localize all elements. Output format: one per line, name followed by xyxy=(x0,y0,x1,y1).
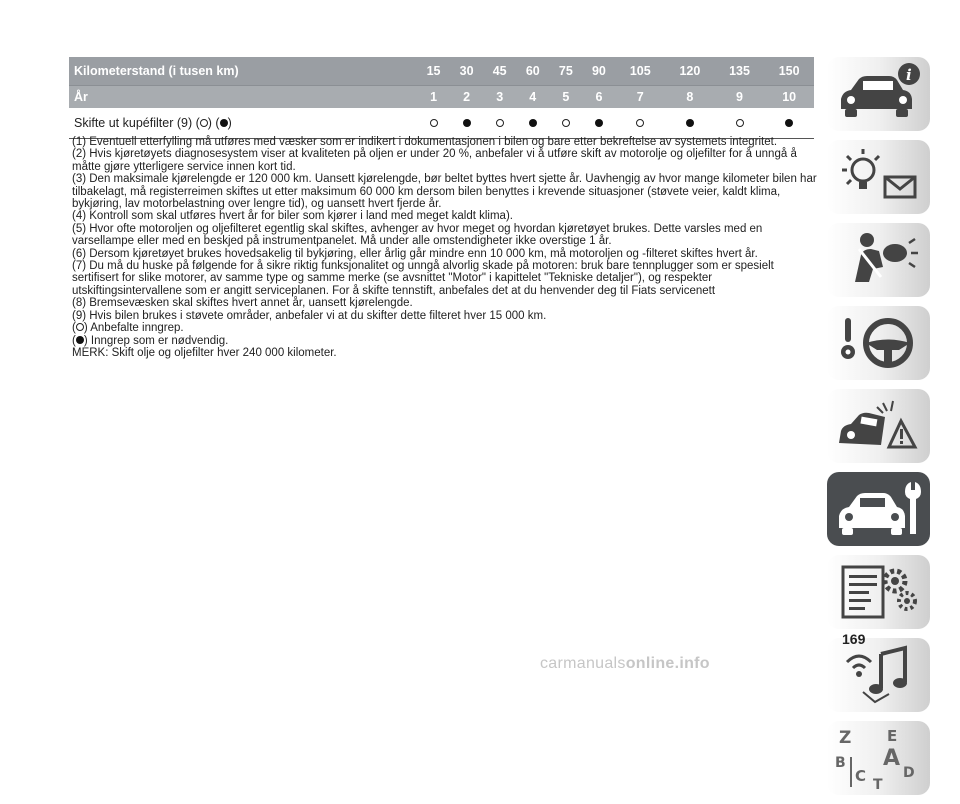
tab-maintenance[interactable] xyxy=(827,472,930,546)
tab-index[interactable] xyxy=(827,721,930,795)
footnote: (4) Kontroll som skal utføres hvert år for biler som kjører i land med meget kaldt klima). xyxy=(72,210,513,223)
index-letter: A xyxy=(883,746,901,771)
km-value: 135 xyxy=(715,57,765,85)
footnote: (7) Du må du huske på følgende for å sikre riktig funksjonalitet og unngå alvorlig skade på motoren: bruk bare tennplugger som er spesielt sertifisert for slike motorer, av samme type og samme merke (se avsnittet "Motor" i kapittelet "Tekniske detaljer"), og respekter utskiftingsintervallene som er angitt serviceplanen. For å skifte tennstift, anbefales det at du henvender deg til Fiats servicenett xyxy=(72,260,774,297)
car-wrench-icon xyxy=(833,476,924,542)
index-letter: D xyxy=(903,765,915,781)
year-value: 3 xyxy=(483,85,516,108)
filled-circle-icon xyxy=(785,119,793,127)
year-label: År xyxy=(69,85,417,108)
document-gears-icon xyxy=(833,559,924,625)
filter-mark-cell xyxy=(417,108,450,138)
filled-circle-icon xyxy=(595,119,603,127)
filled-circle-icon xyxy=(220,119,228,127)
filter-mark-cell xyxy=(665,108,715,138)
legend-open xyxy=(72,322,817,334)
km-value: 120 xyxy=(665,57,715,85)
legend-open-prefix: ( xyxy=(72,322,76,335)
km-value: 30 xyxy=(450,57,483,85)
page-number: 169 xyxy=(842,631,866,647)
steering-wheel-icon xyxy=(833,310,924,376)
chapter-sidebar xyxy=(827,57,930,804)
filter-mark-cell xyxy=(450,108,483,138)
filter-mark-cell xyxy=(516,108,549,138)
open-circle-icon xyxy=(430,119,438,127)
year-value: 5 xyxy=(549,85,582,108)
open-circle-icon xyxy=(76,323,84,331)
seatbelt-airbag-icon xyxy=(833,227,924,293)
year-value: 10 xyxy=(764,85,814,108)
km-value: 15 xyxy=(417,57,450,85)
tab-technical-data[interactable] xyxy=(827,555,930,629)
legend-full-text: ) Inngrep som er nødvendig. xyxy=(83,334,229,347)
filter-label-text: Skifte ut kupéfilter (9) ( xyxy=(74,115,200,130)
open-circle-icon xyxy=(496,119,504,127)
footnote: (8) Bremsevæsken skal skiftes hvert annet år, uansett kjørelengde. xyxy=(72,297,413,310)
filter-mark-cell xyxy=(715,108,765,138)
index-letter: E xyxy=(887,727,898,745)
filter-label-end: ) xyxy=(227,115,232,130)
km-value: 45 xyxy=(483,57,516,85)
filled-circle-icon xyxy=(686,119,694,127)
km-value: 60 xyxy=(516,57,549,85)
filled-circle-icon xyxy=(76,336,84,344)
footnotes xyxy=(72,136,817,359)
car-info-icon xyxy=(833,61,924,127)
km-row xyxy=(69,57,814,85)
index-letter: B xyxy=(835,755,846,771)
year-value: 1 xyxy=(417,85,450,108)
open-circle-icon xyxy=(636,119,644,127)
year-value: 2 xyxy=(450,85,483,108)
index-letter: T xyxy=(873,777,883,793)
km-value: 105 xyxy=(615,57,665,85)
footnote: (6) Dersom kjøretøyet brukes hovedsakelig til bykjøring, eller årlig går mindre enn 10 000 km, må motoroljen og -filteret skiftes hvert år. xyxy=(72,247,758,260)
footnote: (3) Den maksimale kjørelengde er 120 000 km. Uansett kjørelengde, bør beltet byttes hvert sjette år. Uavhengig av hvor mange kilometer bilen har tilbakelagt, må registerreimen skiftes ut etter maksimum 60 000 km dersom bilen benyttes i krevende situasjoner (støvete veier, kaldt klima, bykjøring, lav motorbelastning over lengre tid), og uansett hvert fjerde år. xyxy=(72,173,817,211)
multimedia-music-icon xyxy=(833,642,924,708)
watermark-part1: carmanuals xyxy=(540,655,626,672)
tab-starting-driving[interactable] xyxy=(827,306,930,380)
warning-light-icon xyxy=(833,144,924,210)
tab-multimedia[interactable] xyxy=(827,638,930,712)
svg-text:i: i xyxy=(906,66,912,84)
km-label: Kilometerstand (i tusen km) xyxy=(69,57,417,85)
legend-full xyxy=(72,335,817,347)
maintenance-table xyxy=(69,57,814,139)
footnote: (2) Hvis kjøretøyets diagnosesystem viser at kvaliteten på oljen er under 20 %, anbefaler vi å utføre skift av motorolje og oljefilter for å unngå å måtte gjøre ytterligere service innen kort tid. xyxy=(72,148,797,173)
filter-mark-cell xyxy=(582,108,615,138)
footnote: (1) Eventuell etterfylling må utføres med væsker som er indikert i dokumentasjonen i bilen og bare etter bekreftelse av systemets integritet. xyxy=(72,136,778,148)
filter-mark-cell xyxy=(764,108,814,138)
year-row xyxy=(69,85,814,108)
car-crash-icon xyxy=(833,393,924,459)
cabin-filter-row xyxy=(69,108,814,138)
filled-circle-icon xyxy=(463,119,471,127)
filter-mark-cell xyxy=(615,108,665,138)
legend-open-text: ) Anbefalte inngrep. xyxy=(83,322,184,335)
index-letter: C xyxy=(855,767,867,785)
filled-circle-icon xyxy=(529,119,537,127)
tab-warning-lights[interactable] xyxy=(827,140,930,214)
watermark-part2: online.info xyxy=(625,655,710,672)
open-circle-icon xyxy=(736,119,744,127)
year-value: 7 xyxy=(615,85,665,108)
filter-mark-cell xyxy=(483,108,516,138)
year-value: 6 xyxy=(582,85,615,108)
year-value: 8 xyxy=(665,85,715,108)
tab-safety[interactable] xyxy=(827,223,930,297)
footnote: (5) Hvor ofte motoroljen og oljefilteret egentlig skal skiftes, avhenger av hvor meget og hvordan kjøretøyet brukes. Dette varsles med en varsellampe eller med en beskjed på instrumentpanelet. Må under alle omstendigheter ikke overstige 1 år. xyxy=(72,222,763,248)
open-circle-icon xyxy=(562,119,570,127)
legend-full-prefix: ( xyxy=(72,334,76,347)
km-value: 150 xyxy=(764,57,814,85)
index-letter: Z xyxy=(839,728,852,748)
year-value: 9 xyxy=(715,85,765,108)
km-value: 75 xyxy=(549,57,582,85)
year-value: 4 xyxy=(516,85,549,108)
cabin-filter-label xyxy=(69,108,417,138)
tab-car-info[interactable] xyxy=(827,57,930,131)
tab-emergency[interactable] xyxy=(827,389,930,463)
alphabet-index-icon xyxy=(833,725,924,791)
open-circle-icon xyxy=(200,119,208,127)
footnote: (9) Hvis bilen brukes i støvete områder, anbefaler vi at du skifter dette filteret hver 15 000 km. xyxy=(72,309,547,322)
filter-label-mid: ) ( xyxy=(207,115,220,130)
note-merk: MERK: Skift olje og oljefilter hver 240 000 kilometer. xyxy=(72,346,337,359)
watermark xyxy=(540,655,710,673)
filter-mark-cell xyxy=(549,108,582,138)
km-value: 90 xyxy=(582,57,615,85)
